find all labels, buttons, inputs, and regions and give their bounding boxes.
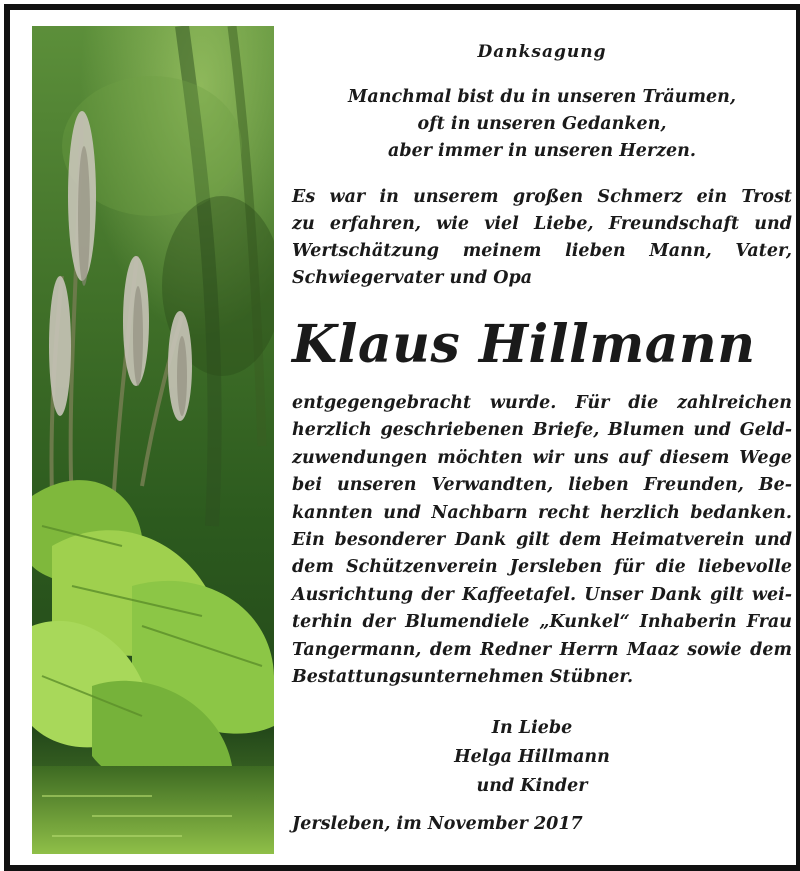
deceased-name: Klaus Hillmann: [292, 314, 756, 375]
signature-line: Helga Hillmann: [454, 747, 610, 767]
signature-line: In Liebe: [491, 718, 573, 738]
intro-line: Es war in unserem großen Schmerz ein Trost: [292, 187, 792, 207]
body-line: dem Schützenverein Jersleben für die liebevolle: [292, 557, 792, 578]
intro-line: Schwiegervater und Opa: [292, 268, 533, 288]
place-date: Jersleben, im November 2017: [292, 814, 583, 834]
body-line: bei unseren Verwandten, lieben Freunden, Be-: [292, 475, 792, 496]
intro-paragraph: [292, 184, 792, 292]
plant-illustration: [32, 26, 274, 854]
body-line: Bestattungsunternehmen Stübner.: [292, 667, 634, 688]
body-line: Ein besonderer Dank gilt dem Heimatverein und: [292, 530, 792, 551]
poem-line: oft in unseren Gedanken,: [417, 114, 667, 134]
body-line: zuwendungen möchten wir uns auf diesem Wege: [292, 447, 792, 468]
signature-line: und Kinder: [476, 776, 588, 796]
plant-photo: [32, 26, 274, 854]
body-line: terhin der Blumendiele „Kunkel“ Inhaberin Frau: [292, 612, 792, 633]
poem-line: aber immer in unseren Herzen.: [388, 141, 696, 161]
poem-line: Manchmal bist du in unseren Träumen,: [348, 87, 736, 107]
poem: [292, 84, 792, 165]
body-line: Ausrichtung der Kaffeetafel. Unser Dank gilt wei-: [292, 584, 792, 605]
body-paragraph: [292, 390, 792, 691]
body-line: herzlich geschriebenen Briefe, Blumen und Geld-: [292, 420, 792, 441]
body-line: kannten und Nachbarn recht herzlich bedanken.: [292, 502, 792, 523]
signature-block: [292, 714, 772, 801]
intro-line: Wertschätzung meinem lieben Mann, Vater,: [292, 241, 792, 261]
body-line: Tangermann, dem Redner Herrn Maaz sowie dem: [292, 639, 792, 660]
intro-line: zu erfahren, wie viel Liebe, Freundschaft und: [292, 214, 792, 234]
obituary-notice: [4, 4, 800, 871]
body-line: entgegengebracht wurde. Für die zahlreichen: [292, 393, 792, 413]
heading: Danksagung: [477, 42, 607, 62]
notice-text: [292, 10, 792, 865]
